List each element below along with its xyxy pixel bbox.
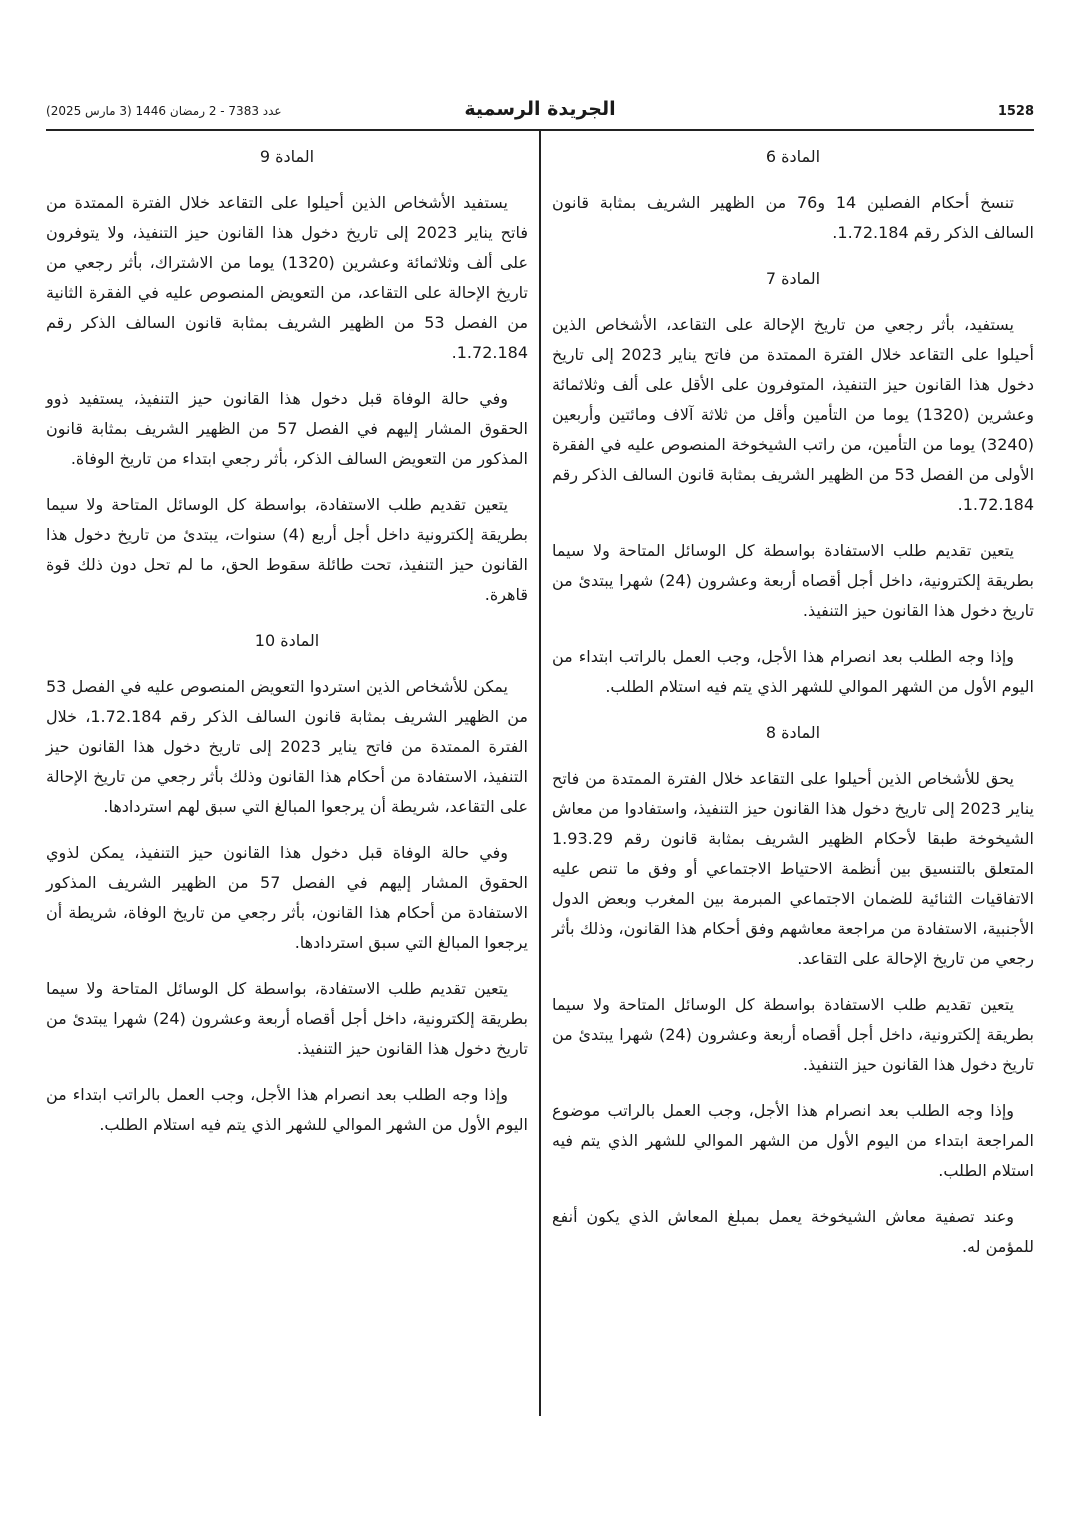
paragraph: وإذا وجه الطلب بعد انصرام هذا الأجل، وجب العمل بالراتب ابتداء من اليوم الأول من الشهر الموالي للشهر الذي يتم فيه استلام الطلب. [46,1085,528,1134]
article-heading: المادة 10 [254,631,320,650]
column-divider [539,131,541,1416]
right-column [552,142,1034,1278]
paragraph: وفي حالة الوفاة قبل دخول هذا القانون حيز التنفيذ، يمكن لذوي الحقوق المشار إليهم في الفصل 57 من الظهير الشريف المذكور الاستفادة من أحكام هذا القانون، بأثر رجعي من تاريخ الوفاة، شريطة أن يرجعوا المبالغ التي سبق استردادها. [46,843,529,952]
article-heading: المادة 9 [259,147,315,166]
paragraph: يتعين تقديم طلب الاستفادة بواسطة كل الوسائل المتاحة ولا سيما بطريقة إلكترونية، داخل أجل أقصاه أربعة وعشرون (24) شهرا يبتدئ من تاريخ دخول هذا القانون حيز التنفيذ. [552,541,1034,620]
article-heading: المادة 6 [765,147,821,166]
left-column [46,142,528,1156]
paragraph: يتعين تقديم طلب الاستفادة، بواسطة كل الوسائل المتاحة ولا سيما بطريقة إلكترونية، داخل أجل أقصاه أربعة وعشرون (24) شهرا يبتدئ من تاريخ دخول هذا القانون حيز التنفيذ. [46,979,528,1058]
article-9 [46,142,528,610]
paragraph: وإذا وجه الطلب بعد انصرام هذا الأجل، وجب العمل بالراتب موضوع المراجعة ابتداء من اليوم الأول من الشهر الموالي للشهر الذي يتم فيه استلام الطلب. [552,1101,1034,1180]
paragraph: يتعين تقديم طلب الاستفادة بواسطة كل الوسائل المتاحة ولا سيما بطريقة إلكترونية، داخل أجل أقصاه أربعة وعشرون (24) شهرا يبتدئ من تاريخ دخول هذا القانون حيز التنفيذ. [552,995,1034,1074]
paragraph: يستفيد الأشخاص الذين أحيلوا على التقاعد خلال الفترة الممتدة من فاتح يناير 2023 إلى تاريخ دخول هذا القانون حيز التنفيذ، ولا يتوفرون على ألف وثلاثمائة وعشرين (1320) يوما من الاشتراك، بأثر رجعي من تاريخ الإحالة على التقاعد، من التعويض المنصوص عليه في الفقرة الثانية من الفصل 53 من الظهير الشريف بمثابة قانون السالف الذكر رقم 1.72.184. [46,193,529,362]
article-heading: المادة 7 [765,269,821,288]
issue-info: عدد 7383 - 2 رمضان 1446 (3 مارس 2025) [46,104,282,118]
article-8 [552,718,1034,1262]
paragraph: وإذا وجه الطلب بعد انصرام هذا الأجل، وجب العمل بالراتب ابتداء من اليوم الأول من الشهر الموالي للشهر الذي يتم فيه استلام الطلب. [552,647,1034,696]
page-number: 1528 [997,104,1034,119]
paragraph: يتعين تقديم طلب الاستفادة، بواسطة كل الوسائل المتاحة ولا سيما بطريقة إلكترونية داخل أجل أربع (4) سنوات، يبتدئ من تاريخ دخول هذا القانون حيز التنفيذ، تحت طائلة سقوط الحق، ما لم تحل دون ذلك قوة قاهرة. [46,495,528,604]
article-7 [552,264,1034,702]
paragraph: يستفيد، بأثر رجعي من تاريخ الإحالة على التقاعد، الأشخاص الذين أحيلوا على التقاعد خلال الفترة الممتدة من فاتح يناير 2023 إلى تاريخ دخول هذا القانون حيز التنفيذ، المتوفرون على الأقل على ألف وثلاثمائة وعشرين (1320) يوما من التأمين وأقل من ثلاثة آلاف ومائتين وأربعين (3240) يوما من التأمين، من راتب الشيخوخة المنصوص عليه في الفقرة الأولى من الفصل 53 من الظهير الشريف بمثابة قانون السالف الذكر رقم 1.72.184. [552,315,1035,514]
paragraph: يمكن للأشخاص الذين استردوا التعويض المنصوص عليه في الفصل 53 من الظهير الشريف بمثابة قانون السالف الذكر رقم 1.72.184، خلال الفترة الممتدة من فاتح يناير 2023 إلى تاريخ دخول هذا القانون حيز التنفيذ، الاستفادة من أحكام هذا القانون وذلك بأثر رجعي من تاريخ الإحالة على التقاعد، شريطة أن يرجعوا المبالغ التي سبق لهم استردادها. [46,677,529,816]
article-10 [46,626,528,1140]
article-6 [552,142,1034,248]
article-heading: المادة 8 [765,723,821,742]
gazette-title: الجريدة الرسمية [464,98,616,120]
paragraph: تنسخ أحكام الفصلين 14 و76 من الظهير الشريف بمثابة قانون السالف الذكر رقم 1.72.184. [552,193,1034,242]
paragraph: يحق للأشخاص الذين أحيلوا على التقاعد خلال الفترة الممتدة من فاتح يناير 2023 إلى تاريخ دخول هذا القانون حيز التنفيذ، واستفادوا من معاش الشيخوخة طبقا لأحكام الظهير الشريف بمثابة قانون رقم 1.93.29 المتعلق بالتنسيق بين أنظمة الاحتياط الاجتماعي أو وفق ما تنص عليه الاتفاقيات الثنائية للضمان الاجتماعي المبرمة بين المغرب وبعض الدول الأجنبية، الاستفادة من مراجعة معاشهم وفق أحكام هذا القانون، وذلك بأثر رجعي من تاريخ الإحالة على التقاعد. [552,769,1034,968]
paragraph: وفي حالة الوفاة قبل دخول هذا القانون حيز التنفيذ، يستفيد ذوو الحقوق المشار إليهم في الفصل 57 من الظهير الشريف بمثابة قانون المذكور من التعويض السالف الذكر، بأثر رجعي ابتداء من تاريخ الوفاة. [46,389,528,468]
paragraph: وعند تصفية معاش الشيخوخة يعمل بمبلغ المعاش الذي يكون أنفع للمؤمن له. [552,1207,1034,1256]
page-header [46,98,1034,128]
